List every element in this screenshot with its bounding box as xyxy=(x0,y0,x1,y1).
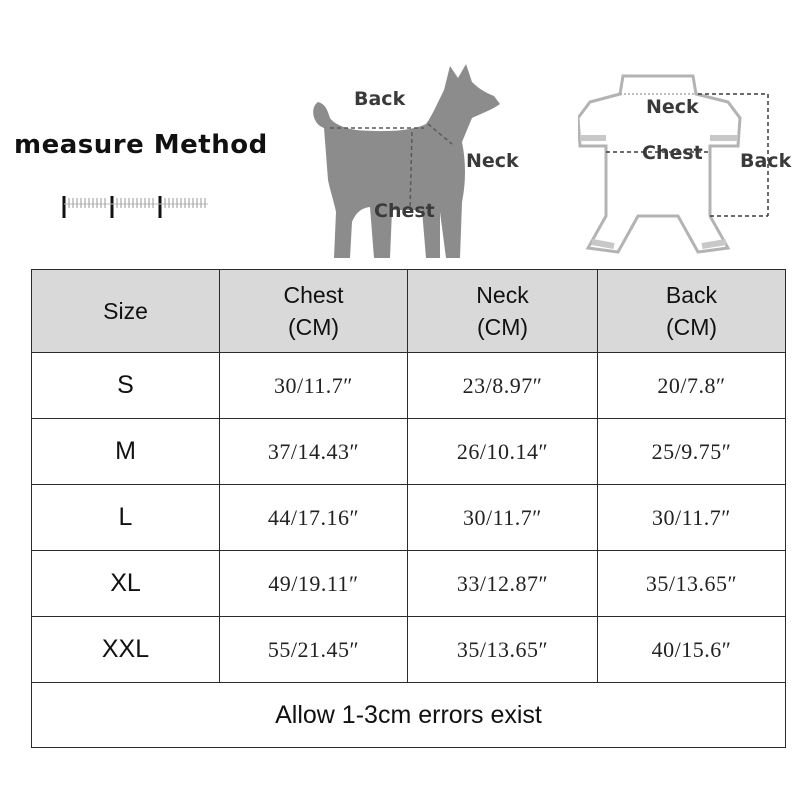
chest-cell: 49/19.11″ xyxy=(220,551,408,617)
column-header-chest-unit: (CM) xyxy=(287,314,340,340)
size-cell: L xyxy=(32,485,220,551)
column-header-back-unit: (CM) xyxy=(665,314,718,340)
dog-chest-label: Chest xyxy=(374,200,435,222)
chest-cell: 30/11.7″ xyxy=(220,353,408,419)
column-header-size-label: Size xyxy=(103,298,148,324)
shirt-chest-label: Chest xyxy=(642,142,703,164)
ruler-icon xyxy=(62,192,212,222)
table-row xyxy=(32,419,786,485)
column-header-neck xyxy=(408,270,598,353)
measure-header xyxy=(0,0,800,268)
chest-cell: 55/21.45″ xyxy=(220,617,408,683)
dog-neck-label: Neck xyxy=(466,150,519,172)
back-cell: 40/15.6″ xyxy=(598,617,786,683)
neck-cell: 33/12.87″ xyxy=(408,551,598,617)
shirt-back-label: Back xyxy=(740,150,792,172)
table-row xyxy=(32,617,786,683)
size-cell: S xyxy=(32,353,220,419)
size-chart-table xyxy=(31,269,786,748)
back-cell: 35/13.65″ xyxy=(598,551,786,617)
neck-cell: 26/10.14″ xyxy=(408,419,598,485)
back-cell: 20/7.8″ xyxy=(598,353,786,419)
table-row xyxy=(32,485,786,551)
column-header-back xyxy=(598,270,786,353)
table-row xyxy=(32,551,786,617)
back-cell: 30/11.7″ xyxy=(598,485,786,551)
neck-cell: 35/13.65″ xyxy=(408,617,598,683)
tolerance-note: Allow 1-3cm errors exist xyxy=(32,683,786,748)
chest-cell: 37/14.43″ xyxy=(220,419,408,485)
column-header-neck-label: Neck xyxy=(476,282,529,308)
method-title: measure Method xyxy=(14,130,268,160)
table-row xyxy=(32,353,786,419)
column-header-chest-label: Chest xyxy=(283,282,344,308)
neck-cell: 30/11.7″ xyxy=(408,485,598,551)
back-cell: 25/9.75″ xyxy=(598,419,786,485)
neck-cell: 23/8.97″ xyxy=(408,353,598,419)
column-header-chest xyxy=(220,270,408,353)
note-row xyxy=(32,683,786,748)
size-cell: XL xyxy=(32,551,220,617)
column-header-size xyxy=(32,270,220,353)
column-header-back-label: Back xyxy=(665,282,718,308)
size-cell: XXL xyxy=(32,617,220,683)
chest-cell: 44/17.16″ xyxy=(220,485,408,551)
table-header-row xyxy=(32,270,786,353)
column-header-neck-unit: (CM) xyxy=(476,314,529,340)
dog-back-label: Back xyxy=(354,88,406,110)
shirt-neck-label: Neck xyxy=(646,96,699,118)
size-cell: M xyxy=(32,419,220,485)
